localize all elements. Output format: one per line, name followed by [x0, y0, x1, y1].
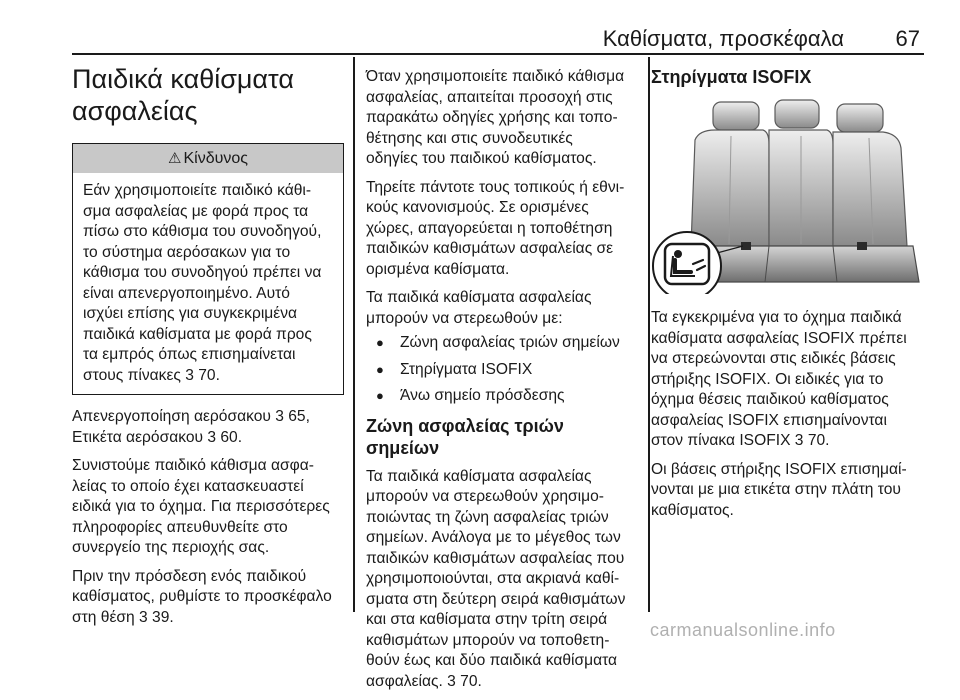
column-divider — [353, 57, 355, 612]
mounting-options-list — [366, 333, 641, 407]
watermark: carmanualsonline.info — [650, 620, 836, 640]
subsection-heading: Ζώνη ασφαλείας τριών σημείων — [366, 415, 564, 458]
isofix-seat-icon — [665, 244, 709, 284]
column-1 — [72, 63, 344, 636]
paragraph: Οι βάσεις στήριξης ISOFIX επισημαί‐ νονται με μια ετικέτα στην πλάτη του καθίσματος. — [651, 460, 907, 519]
running-title: Καθίσματα, προσκέφαλα — [602, 26, 844, 51]
paragraph: Απενεργοποίηση αερόσακου 3 65, Ετικέτα αερόσακου 3 60. — [72, 408, 310, 446]
paragraph: Τα παιδικά καθίσματα ασφαλείας μπορούν να στερεωθούν με: — [366, 289, 592, 327]
warning-triangle-icon: ⚠ — [168, 150, 182, 167]
column-divider — [648, 57, 650, 612]
paragraph: Συνιστούμε παιδικό κάθισμα ασφα‐ λείας το οποίο έχει κατασκευαστεί ειδικά για το όχημα. Για περισσότερες πληροφορίες απευθυνθείτε στο συνεργείο της περιοχής σας. — [72, 457, 330, 556]
paragraph: Τα εγκεκριμένα για το όχημα παιδικά καθίσματα ασφαλείας ISOFIX πρέπει να στερεώνονται στις ειδικές βάσεις στήριξης ISOFIX. Οι ειδικές για το όχημα θέσεις παιδικού καθίσματος ασφαλείας ISOFIX επισημαίνονται στον πίνακα ISOFIX 3 70. — [651, 309, 907, 449]
list-item: ● Στηρίγματα ISOFIX — [366, 360, 641, 381]
page-header — [72, 0, 924, 55]
danger-box — [72, 143, 344, 395]
page-number: 67 — [895, 26, 920, 51]
paragraph: Τηρείτε πάντοτε τους τοπικούς ή εθνι‐ κούς κανονισμούς. Σε ορισμένες χώρες, απαγορεύεται η τοποθέτηση παιδικών καθισμάτων ασφαλείας σε ορισμένα καθίσματα. — [366, 178, 625, 278]
danger-text: Εάν χρησιμοποιείτε παιδικό κάθι‐ σμα ασφαλείας με φορά προς τα πίσω στο κάθισμα του συνοδηγού, το σύστημα αερόσακων για το κάθισμα του συνοδηγού πρέπει να είναι απενεργοποιημένο. Αυτό ισχύει επίσης για συγκεκριμένα παιδικά καθίσματα με φορά προς τα εμπρός όπως επισημαίνεται στους πίνακες 3 70. — [83, 182, 322, 384]
danger-title: Κίνδυνος — [183, 150, 248, 167]
list-item: ● Άνω σημείο πρόσδεσης — [366, 386, 641, 407]
section-heading: Παιδικά καθίσματα ασφαλείας — [72, 64, 294, 126]
rear-seat-illustration — [651, 96, 923, 294]
subsection-heading: Στηρίγματα ISOFIX — [651, 67, 812, 87]
column-2 — [366, 67, 641, 700]
list-item: ● Ζώνη ασφαλείας τριών σημείων — [366, 333, 641, 354]
danger-box-header — [73, 144, 343, 173]
column-3 — [651, 66, 927, 529]
paragraph: Τα παιδικά καθίσματα ασφαλείας μπορούν να στερεωθούν χρησιμο‐ ποιώντας τη ζώνη ασφαλείας τριών σημείων. Ανάλογα με το μέγεθος των παιδικών καθισμάτων ασφαλείας που χρησιμοποιούνται, στα ακριανά καθί‐ σματα στη δεύτερη σειρά καθισμάτων και στα καθίσματα στην τρίτη σειρά καθισμάτων μπορούν να τοποθετη‐ θούν έως και δύο παιδικά καθίσματα ασφαλείας. 3 70. — [366, 467, 626, 690]
isofix-figure — [651, 96, 923, 294]
paragraph: Πριν την πρόσδεση ενός παιδικού καθίσματος, ρυθμίστε το προσκέφαλο στη θέση 3 39. — [72, 567, 332, 626]
paragraph: Όταν χρησιμοποιείτε παιδικό κάθισμα ασφαλείας, απαιτείται προσοχή στις παρακάτω οδηγίες χρήσης και τοπο‐ θέτησης και στις συνοδευτικές οδηγίες του παιδικού καθίσματος. — [366, 68, 625, 167]
